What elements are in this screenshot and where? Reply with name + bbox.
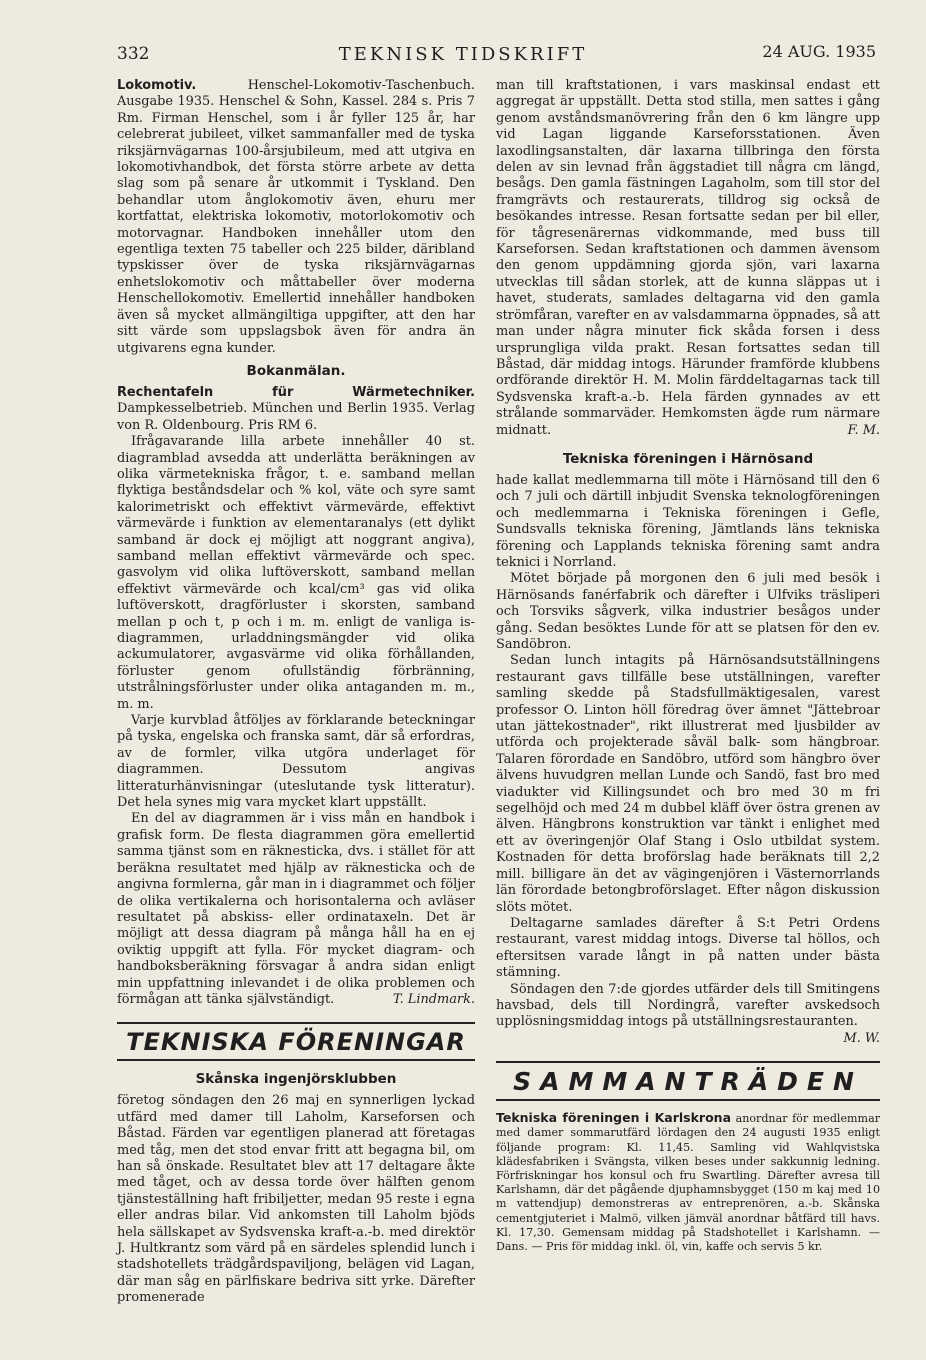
review-paragraph-3-text: En del av diagrammen är i viss mån en handbok i grafisk form. De flesta diagrammen göra emellertid samma tjänst som en räknesticka, dvs. i stället för att beräkna resultatet med hjälp av räknesticka och de angivna formlerna, går man in i diagrammet och följer de olika vertikalerna och horisontalerna och avläser resultatet på abskiss- eller ordinataxeln. Det är möjligt att dessa diagram på många håll ha en ej oviktig uppgift att fylla. För mycket diagram- och handboksberäkning försvagar å andra sidan enligt min uppfattning inlevandet i de olika problemen och förmågan att tänka självständigt. — [117, 811, 475, 1007]
harnosand-paragraph-2: Mötet började på morgonen den 6 juli med besök i Härnösands fanérfabrik och därefter i Ulfviks träsliperi och Torsviks sågverk, vilka industrier besågos under gång. Sedan besöktes Lunde för att se platsen för den ev. Sandöbron. — [496, 571, 880, 652]
karlskrona-body: anordnar för medlemmar med damer sommarutfärd lördagen den 24 augusti 1935 enligt följande program: Kl. 11,45. Samling vid Wahlqvistska klädesfabriken i Svängsta, vilken beses under sakkunnig ledning. Förfriskningar hos konsul och fru Swartling. Därefter avresa till Karlshamn, där det pågående djuphamnsbygget (150 m kaj med 10 m vattendjup) demonstreras av entreprenören, a.-b. Skånska cementgjuteriet i Malmö, vilken jämväl anordnar båtfärd till havs. Kl. 17,30. Gemensam middag på Stadshotellet i Karlshamn. — Dans. — Pris för middag inkl. öl, vin, kaffe och servis 5 kr. — [496, 1112, 880, 1253]
harnosand-paragraph-1: hade kallat medlemmarna till möte i Härnösand till den 6 och 7 juli och därtill inbjudit Svenska teknologföreningen och medlemmarna i Tekniska föreningen i Gefle, Sundsvalls tekniska förening, Jämtlands läns tekniska förening och Lapplands tekniska förening samt andra teknici i Norrland. — [496, 472, 880, 570]
foreningar-banner: TEKNISKA FÖRENINGAR — [117, 1022, 475, 1061]
bokanmalan-heading: Bokanmälan. — [246, 362, 346, 379]
issue-date: 24 AUG. 1935 — [762, 42, 876, 61]
harnosand-signature: M. W. — [843, 1030, 880, 1046]
karlskrona-paragraph — [496, 1111, 880, 1254]
harnosand-paragraph-3: Sedan lunch intagits på Härnösandsutställningens restaurant gavs tillfälle bese utställningen, varefter samling skedde på Stadsfullmäktigesalen, varest professor O. Linton höll föredrag över ämnet "Jättebroar utan jättekostnader", rikt illustrerat med ljusbilder av utförda och projekterade såväl balk- som hängbroar. Talaren förordade en Sandöbro, utförd som hängbro över älvens huvudgren mellan Lunde och Sandö, fast bro med viadukter vid Killingsundet och bro med 30 m fri segelhöjd och med 24 m dubbel kläff över östra grenen av älven. Hängbrons konstruktion var tänkt i enlighet med ett av överingenjör Olaf Stang i Oslo utbildat system. Kostnaden för detta broförslag hade beräknats till 2,2 mill. billigare än det av vägingenjören i Västernorrlands län förordade betongbroförslaget. Efter någon diskussion slöts mötet. — [496, 653, 880, 915]
continued-article — [496, 78, 880, 439]
sammantraden-banner: SAMMANTRÄDEN — [496, 1061, 880, 1101]
skanska-body: företog söndagen den 26 maj en synnerligen lyckad utfärd med damer till Laholm, Karseforsen och Båstad. Färden var egentligen planerad att företagas med tåg, men det stod envar fritt att begagna bil, om han så önskade. Resultatet blev att 17 deltagare åkte med tåget, och av dessa torde över hälften genom tjänsteställning haft fribiljetter, medan 95 reste i egna eller andras bilar. Vid ankomsten till Laholm bjöds hela sällskapet av Sydsvenska kraft-a.-b. med direktör J. Hultkrantz som värd på en särdeles splendid lunch i stadshotellets trädgårdspaviljong, belägen vid Lagan, där man såg en pärlfiskare bedriva sitt yrke. Därefter promenerade — [117, 1093, 475, 1306]
page-number: 332 — [117, 44, 150, 64]
left-column — [117, 78, 475, 1307]
lokomotiv-review — [117, 78, 475, 357]
review-paragraph-3 — [117, 811, 475, 1008]
continued-signature: F. M. — [847, 422, 880, 438]
karlskrona-title: Tekniska föreningen i Karlskrona — [496, 1110, 732, 1126]
continued-body: man till kraftstationen, i vars maskinsal endast ett aggregat är uppställt. Detta stod stilla, men sattes i gång genom avståndsmanövrering från den 6 km längre upp vid Lagan liggande Karseforsstationen. Även laxodlingsanstalten, där laxarna tillbringa den första delen av sin levnad från äggstadiet till några cm längd, besågs. Den gamla fästningen Lagaholm, som till stor del framgrävts och restaurerats, tilldrog sig också de besökandes intresse. Resan fortsatte sedan per bil eller, för tågresenärernas vidkommande, med buss till Karseforsen. Sedan kraftstationen och dammen ävensom den genom uppdämning gjorda sjön, vari laxarna utvecklas till sådan storlek, att de kunna släppas ut i havet, studerats, samlades deltagarna vid den gamla strömfåran, varefter en av valsdammarna öppnades, så att man under några minuter fick skåda forsen i dess ursprungliga vilda prakt. Resan fortsattes sedan till Båstad, där middag intogs. Härunder framförde klubbens ordförande direktör H. M. Molin färddeltagarnas tack till Sydsvenska kraft-a.-b. Hela färden gynnades av ett strålande sommarväder. Hemkomsten ägde rum närmare midnatt. — [496, 78, 880, 438]
harnosand-paragraph-5 — [496, 982, 880, 1048]
review-signature: T. Lindmark. — [392, 991, 475, 1007]
rechentafeln-title: Rechentafeln für Wärmetechniker. — [117, 384, 475, 400]
review-paragraph-1: Ifrågavarande lilla arbete innehåller 40 st. diagramblad avsedda att underlätta beräkningen av olika värmetekniska frågor, t. e. samband mellan flyktiga beståndsdelar och % kol, väte och syre samt kalorimetriskt och effektivt värmevärde, effektivt värmevärde i funktion av elementaranalys (ett dylikt samband är dock ej möjligt att noggrant angiva), samband mellan effektivt värmevärde och spec. gasvolym vid olika luftöverskott, samband mellan effektivt värmevärde och kcal/cm³ gas vid olika luftöverskott, dragförluster i skorsten, samband mellan p och t, p och i m. m. enligt de vanliga is-diagrammen, urladdningsmängder vid olika ackumulatorer, avgasvärme vid olika förhållanden, förluster genom ofullständig förbränning, utstrålningsförluster under olika antaganden m. m., m. m. — [117, 434, 475, 712]
lokomotiv-body: Henschel-Lokomotiv-Taschenbuch. Ausgabe 1935. Henschel & Sohn, Kassel. 284 s. Pris 7 Rm. Firman Henschel, som i år fyller 125 år, har celebrerat jubileet, vilket sammanfaller med de tyska riksjärnvägarnas 100-årsjubileum, med att utgiva en lokomotivhandbok, det första större arbete av detta slag som på senare år utkommit i Tyskland. Den behandlar utom ånglokomotiv även, ehuru mer kortfattat, elektriska lokomotiv, motorlokomotiv och motorvagnar. Handboken innehåller utom den egentliga texten 75 tabeller och 225 bilder, däribland typskisser över de tyska riksjärnvägarnas enhetslokomotiv och måttabeller över moderna Henschellokomotiv. Emellertid innehåller handboken även så mycket allmängiltiga uppgifter, att den har sitt värde som uppslagsbok även för andra än utgivarens egna kunder. — [117, 78, 475, 356]
page-header — [0, 40, 926, 70]
harnosand-paragraph-5-text: Söndagen den 7:de gjordes utfärder dels till Smitingens havsbad, dels till Nordingrå, varefter avskedsoch upplösningsmiddag intogs på utställningsrestauranten. — [496, 981, 880, 1030]
rechentafeln-body: Dampkesselbetrieb. München und Berlin 1935. Verlag von R. Oldenbourg. Pris RM 6. — [117, 401, 475, 433]
rechentafeln-intro — [117, 385, 475, 434]
harnosand-heading: Tekniska föreningen i Härnösand — [562, 450, 814, 467]
review-paragraph-2: Varje kurvblad åtföljes av förklarande beteckningar på tyska, engelska och franska samt, där så erfordras, av de formler, vilka utgöra underlaget för diagrammen. Dessutom angivas litteraturhänvisningar (uteslutande tysk litteratur). Det hela synes mig vara mycket klart uppställt. — [117, 713, 475, 811]
karlskrona-notice — [496, 1111, 880, 1254]
harnosand-paragraph-4: Deltagarne samlades därefter å S:t Petri Ordens restaurant, varest middag intogs. Diverse tal höllos, och eftersitsen varade långt in på natten under bästa stämning. — [496, 915, 880, 981]
lokomotiv-title: Lokomotiv. — [117, 78, 197, 93]
journal-title: TEKNISK TIDSKRIFT — [338, 44, 588, 65]
right-column — [496, 78, 880, 1254]
skanska-heading: Skånska ingenjörsklubben — [195, 1071, 397, 1088]
